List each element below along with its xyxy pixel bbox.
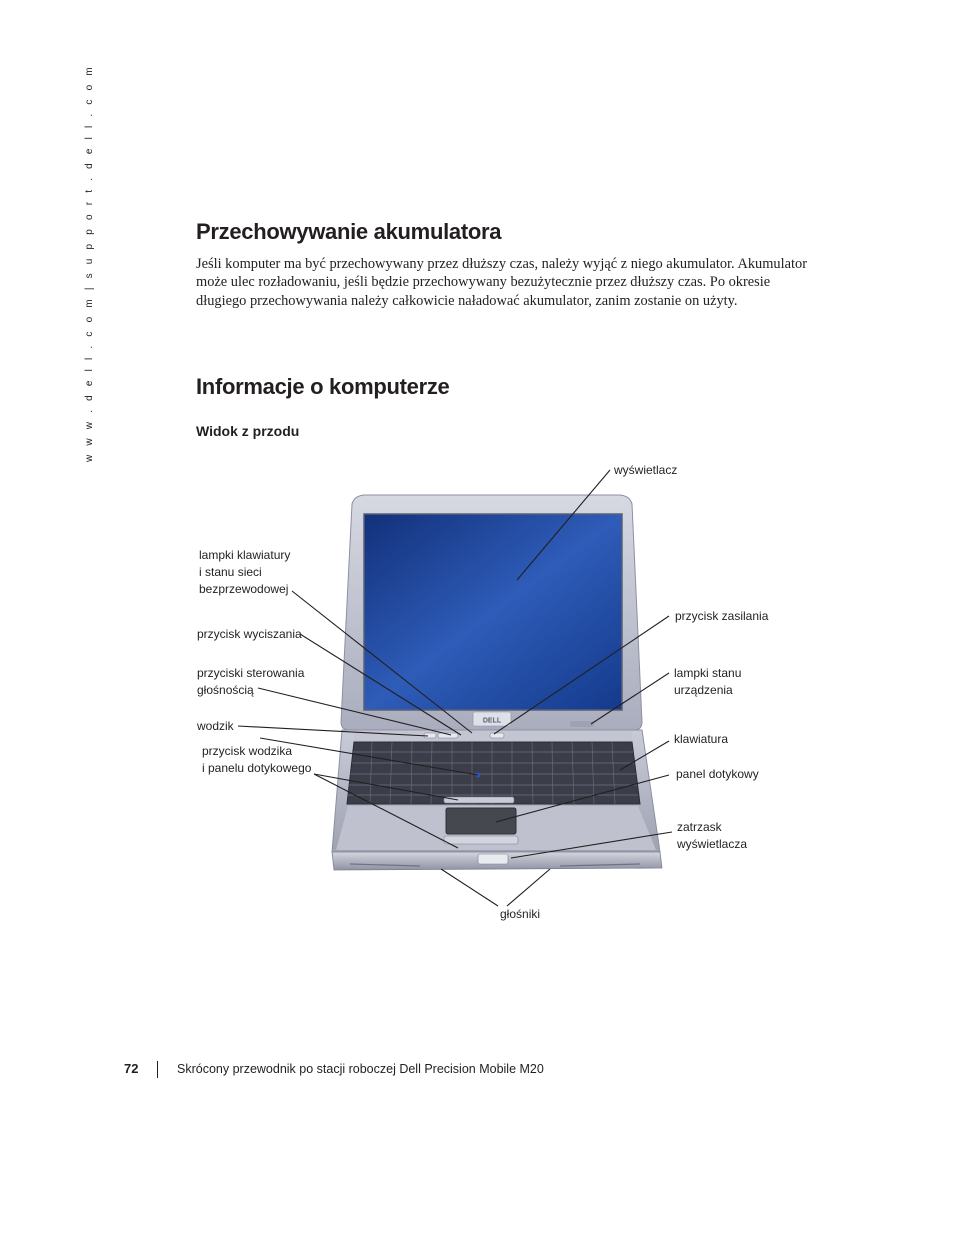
callout-device-status-lights: lampki stanu urządzenia: [674, 666, 742, 697]
callout-keyboard: klawiatura: [674, 732, 729, 746]
page-number: 72: [124, 1061, 139, 1076]
status-lights-graphic: [570, 721, 594, 727]
callout-power-button: przycisk zasilania: [675, 609, 769, 623]
callout-display: wyświetlacz: [614, 463, 678, 477]
footer-divider: [157, 1061, 158, 1078]
footer-title: Skrócony przewodnik po stacji roboczej Dell Precision Mobile M20: [177, 1062, 544, 1076]
laptop-base: [332, 721, 662, 870]
callout-speakers: głośniki: [500, 907, 541, 921]
touchpad-graphic: [446, 808, 516, 834]
callout-mute-button: przycisk wyciszania: [197, 627, 302, 641]
callout-display-latch: zatrzask wyświetlacza: [677, 820, 748, 851]
computer-heading: Informacje o komputerze: [196, 374, 450, 399]
front-view-subheading: Widok z przodu: [196, 423, 300, 439]
callout-track-stick: wodzik: [197, 719, 234, 733]
callout-stick-touchpad-buttons: przycisk wodzika i panelu dotykowego: [202, 744, 312, 775]
display-screen: [364, 514, 622, 710]
dell-logo: DELL: [482, 717, 502, 725]
laptop-lid: [341, 495, 642, 730]
battery-paragraph: Jeśli komputer ma być przechowywany przez dłuższy czas, należy wyjąć z niego akumulator. Akumulator może ulec rozładowaniu, jeśli będzie przechowywany bezużytecznie przez dłuższy czas. Po okresie długiego przechowywania należy całkowicie naładować akumulator, zanim zostanie on użyty.: [196, 256, 807, 309]
callout-keyboard-lights: lampki klawiatury i stanu sieci bezprzewodowej: [199, 548, 291, 596]
power-button-graphic: [490, 733, 504, 738]
side-url: w w w . d e l l . c o m | s u p p o r t . d e l l . c o m: [84, 64, 95, 462]
battery-heading: Przechowywanie akumulatora: [196, 219, 502, 244]
touchpad-buttons-graphic: [444, 797, 514, 803]
callout-volume-buttons: przyciski sterowania głośnością: [197, 666, 305, 697]
display-latch-graphic: [478, 854, 508, 864]
callout-touchpad: panel dotykowy: [676, 767, 759, 781]
